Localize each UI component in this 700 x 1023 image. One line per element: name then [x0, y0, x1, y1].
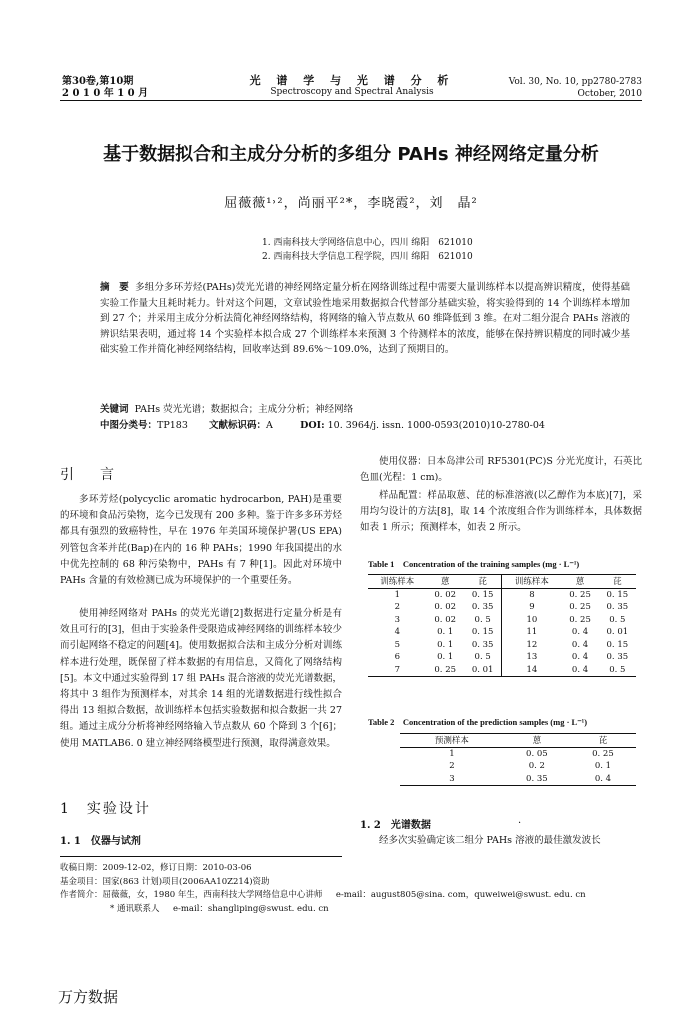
- table-cell: 0. 15: [471, 589, 494, 600]
- table-row: [368, 614, 636, 627]
- table-cell: 0. 25: [569, 614, 591, 625]
- table-1-header: 蒽: [427, 575, 464, 589]
- doi-label: DOI:: [300, 420, 325, 431]
- clc-label: 中图分类号：: [100, 420, 158, 431]
- table-cell: 0. 4: [570, 773, 636, 786]
- intro-heading: 引 言: [60, 467, 120, 483]
- footnote-corr-label: * 通讯联系人: [110, 903, 160, 914]
- watermark: 万方数据: [58, 988, 119, 1006]
- table-cell: 0. 35: [471, 639, 494, 650]
- table-cell: 7: [368, 664, 427, 677]
- table-cell: 0. 35: [606, 602, 629, 613]
- table-cell: 0. 01: [464, 664, 502, 677]
- table-2-header: 蒽: [504, 734, 570, 748]
- table-1-header: 芘: [599, 575, 636, 589]
- table-cell: 0. 4: [571, 652, 589, 663]
- journal-en: Spectroscopy and Spectral Analysis: [270, 87, 434, 97]
- table-cell: 0. 5: [599, 664, 636, 677]
- table-cell: 2: [449, 761, 455, 772]
- table-cell: 4: [394, 627, 400, 638]
- table-cell: 0. 1: [437, 652, 454, 663]
- table-row: [400, 760, 636, 773]
- intro-paragraph-2: 使用神经网络对 PAHs 的荧光光谱[2]数据进行定量分析是有效且可行的[3]，但由于实验条件受限造成神经网络的训练样本较少而引起网络不稳定的问题[4]。使用数据拟合法和主成分分析对训练样本进行处理，既保留了样本数据的有用信息，又简化了网络结构[5]。本文中通过实验得到 17 组 PAHs 混合溶液的荧光光谱数据，将其中 3 组作为预测样本，对其余 14 组的光谱数据进行线性拟合得出 13 组拟合数据，故训练样本包括实验数据和拟合数据一共 27 组。通过主成分分析将神经网络输入节点数从 60 个降到 3 个[6]；使用 MATLAB6. 0 建立神经网络模型进行预测，取得满意效果。: [60, 608, 342, 749]
- table-cell: 0. 5: [609, 614, 626, 625]
- table-cell: 0. 35: [504, 773, 570, 786]
- table-cell: 5: [394, 639, 400, 650]
- footnote-author: [60, 889, 642, 903]
- table-cell: 8: [502, 588, 561, 601]
- table-cell: 0. 1: [437, 639, 454, 650]
- table-cell: 0. 2: [528, 761, 545, 772]
- table-cell: 0. 25: [427, 664, 464, 677]
- affiliations: [262, 236, 473, 264]
- right-paragraph-3: 经多次实验确定该二组分 PAHs 溶液的最佳激发波长: [379, 835, 601, 846]
- volume-en: Vol. 30, No. 10, pp2780-2783: [508, 77, 642, 87]
- table-2-header: 芘: [570, 734, 636, 748]
- footnotes: [60, 862, 642, 916]
- footnote-rule: [60, 856, 342, 857]
- table-cell: 0. 4: [571, 627, 589, 638]
- date-en: October, 2010: [577, 89, 642, 99]
- table-cell: 0. 5: [474, 652, 491, 663]
- footnote-corr-email: e-mail：shangliping@swust. edu. cn: [172, 903, 329, 914]
- table-cell: 0. 35: [606, 652, 629, 663]
- table-cell: 10: [502, 614, 561, 627]
- section-1-heading: 1 实验设计: [60, 801, 151, 817]
- footnote-received: 收稿日期：2009-12-02，修订日期：2010-03-06: [60, 863, 252, 873]
- keywords-label: 关键词: [100, 404, 129, 415]
- table-2-header-row: [400, 734, 636, 748]
- table-2-header: 预测样本: [400, 734, 504, 748]
- table-cell: 0. 4: [571, 639, 589, 650]
- footnote-corr: [60, 903, 642, 917]
- doccode-value: A: [266, 420, 273, 431]
- table-cell: 12: [502, 639, 561, 652]
- table-1-header: 蒽: [561, 575, 598, 589]
- table-1-header: 训练样本: [368, 575, 427, 589]
- table-cell: 11: [502, 626, 561, 639]
- header-volume-en: [509, 76, 642, 100]
- doi-value: 10. 3964/j. issn. 1000-0593(2010)10-2780-04: [327, 420, 545, 431]
- table-row: [368, 639, 636, 652]
- header-journal: [232, 74, 472, 98]
- table-1-header: 芘: [464, 575, 502, 589]
- clc-value: TP183: [157, 420, 188, 431]
- table-cell: 0. 02: [434, 602, 457, 613]
- table-cell: 3: [400, 773, 504, 786]
- table-cell: 0. 25: [569, 602, 591, 613]
- section-1-2-heading: 1. 2 光谱数据: [360, 820, 431, 831]
- table-row: [400, 747, 636, 760]
- table-row: [368, 626, 636, 639]
- table-cell: 0. 1: [594, 761, 612, 772]
- table-1: [368, 574, 636, 677]
- footnote-author-email: e-mail：august805@sina. com，quweiwei@swust. edu. cn: [335, 890, 586, 900]
- table-1-caption: Table 1 Concentration of the training samples (mg · L⁻¹): [368, 559, 580, 569]
- intro-paragraph-1: 多环芳烃(polycyclic aromatic hydrocarbon, PAH)是重要的环境和食品污染物，迄今已发现有 200 多种。鉴于许多多环芳烃都具有强烈的致癌特性，早在 1976 年美国环境保护署(US EPA)列管包含苯并芘(Bap)在内的 16 种 PAHs；1990 年我国提出的水中优先控制的 68 种污染物中，PAHs 有 7 种[1]。因此对环境中 PAHs 含量的有效检测已成为环境保护的一个重要任务。: [60, 494, 342, 587]
- header-volume: [62, 76, 148, 100]
- date-cn: 2 0 1 0 年 1 0 月: [62, 88, 149, 99]
- abstract-text: 多组分多环芳烃(PAHs)荧光光谱的神经网络定量分析在网络训练过程中需要大量训练样本以提高辨识精度，使得基础实验工作量大且耗时耗力。针对这个问题，文章试验性地采用数据拟合代替部分基础实验，将实验得到的 14 个训练样本增加到 27 个；并采用主成分分析法简化神经网络结构，将网络的输入节点数从 60 维降低到 3 维。在对二组分混合 PAHs 溶液的辨识结果表明，通过将 14 个实验样本拟合成 27 个训练样本来预测 3 个待测样本的浓度，能够在保持辨识精度的同时减少基础实验工作并简化神经网络结构，回收率达到 89.6%～109.0%，达到了预期目的。: [100, 282, 630, 355]
- table-cell: 2: [394, 602, 400, 613]
- abstract: [100, 280, 630, 358]
- table-cell: 0. 1: [437, 627, 454, 638]
- table-cell: 6: [394, 652, 400, 663]
- journal-cn: 光 谱 学 与 光 谱 分 析: [249, 74, 455, 87]
- table-cell: 0. 05: [526, 748, 548, 759]
- footnote-fund: 基金项目：国家(863 计划)项目(2006AA10Z214)资助: [60, 876, 270, 887]
- footnote-author-bio: 作者简介：屈薇薇，女，1980 年生，西南科技大学网络信息中心讲师: [60, 890, 323, 900]
- header-rule: [60, 100, 642, 101]
- table-cell: 0. 02: [434, 589, 457, 600]
- abstract-label: 摘 要: [100, 282, 129, 293]
- table-row: [400, 773, 636, 786]
- table-cell: 0. 01: [606, 627, 629, 638]
- table-cell: 0. 25: [569, 589, 591, 600]
- keywords: PAHs 荧光光谱；数据拟合；主成分分析；神经网络: [134, 404, 354, 415]
- table-cell: 0. 4: [561, 664, 598, 677]
- table-row: [368, 664, 636, 677]
- table-cell: 0. 15: [606, 639, 629, 650]
- affiliation-2: 2. 西南科技大学信息工程学院，四川 绵阳 621010: [262, 252, 473, 262]
- table-2: [400, 733, 636, 786]
- table-cell: 0. 15: [471, 627, 494, 638]
- author-list: 屈薇薇¹˒²，尚丽平²*，李晓霞²，刘 晶²: [224, 196, 478, 211]
- table-cell: 1: [449, 748, 455, 759]
- table-cell: 14: [502, 664, 561, 677]
- table-cell: 0. 15: [606, 589, 629, 600]
- table-cell: 9: [502, 601, 561, 614]
- table-cell: 0. 35: [471, 602, 494, 613]
- doccode-label: 文献标识码：: [209, 420, 267, 431]
- table-1-header: 训练样本: [502, 575, 561, 589]
- right-paragraph-2: 样品配置：样品取蒽、芘的标准溶液(以乙醇作为本底)[7]，采用均匀设计的方法[8]，取 14 个浓度组合作为训练样本，具体数据如表 1 所示；预测样本，如表 2 所示。: [360, 490, 642, 534]
- table-1-header-row: [368, 575, 636, 589]
- table-cell: 3: [394, 614, 400, 625]
- paper-title: 基于数据拟合和主成分分析的多组分 PAHs 神经网络定量分析: [103, 144, 599, 165]
- table-2-caption: Table 2 Concentration of the prediction samples (mg · L⁻¹): [368, 717, 588, 727]
- section-1-1-heading: 1. 1 仪器与试剂: [60, 836, 141, 847]
- table-cell: 0. 5: [474, 614, 491, 625]
- table-row: [368, 601, 636, 614]
- table-cell: 1: [394, 589, 400, 600]
- table-row: [368, 588, 636, 601]
- keywords-block: [100, 402, 630, 434]
- table-cell: 0. 25: [592, 748, 614, 759]
- affiliation-1: 1. 西南科技大学网络信息中心，四川 绵阳 621010: [262, 238, 473, 248]
- table-cell: 0. 02: [434, 614, 457, 625]
- table-cell: 13: [502, 651, 561, 664]
- stray-dot: ·: [518, 818, 522, 829]
- volume-cn: 第30卷,第10期: [62, 76, 134, 87]
- right-paragraph-1: 使用仪器：日本岛津公司 RF5301(PC)S 分光光度计，石英比色皿(光程：1 cm)。: [360, 456, 642, 484]
- table-row: [368, 651, 636, 664]
